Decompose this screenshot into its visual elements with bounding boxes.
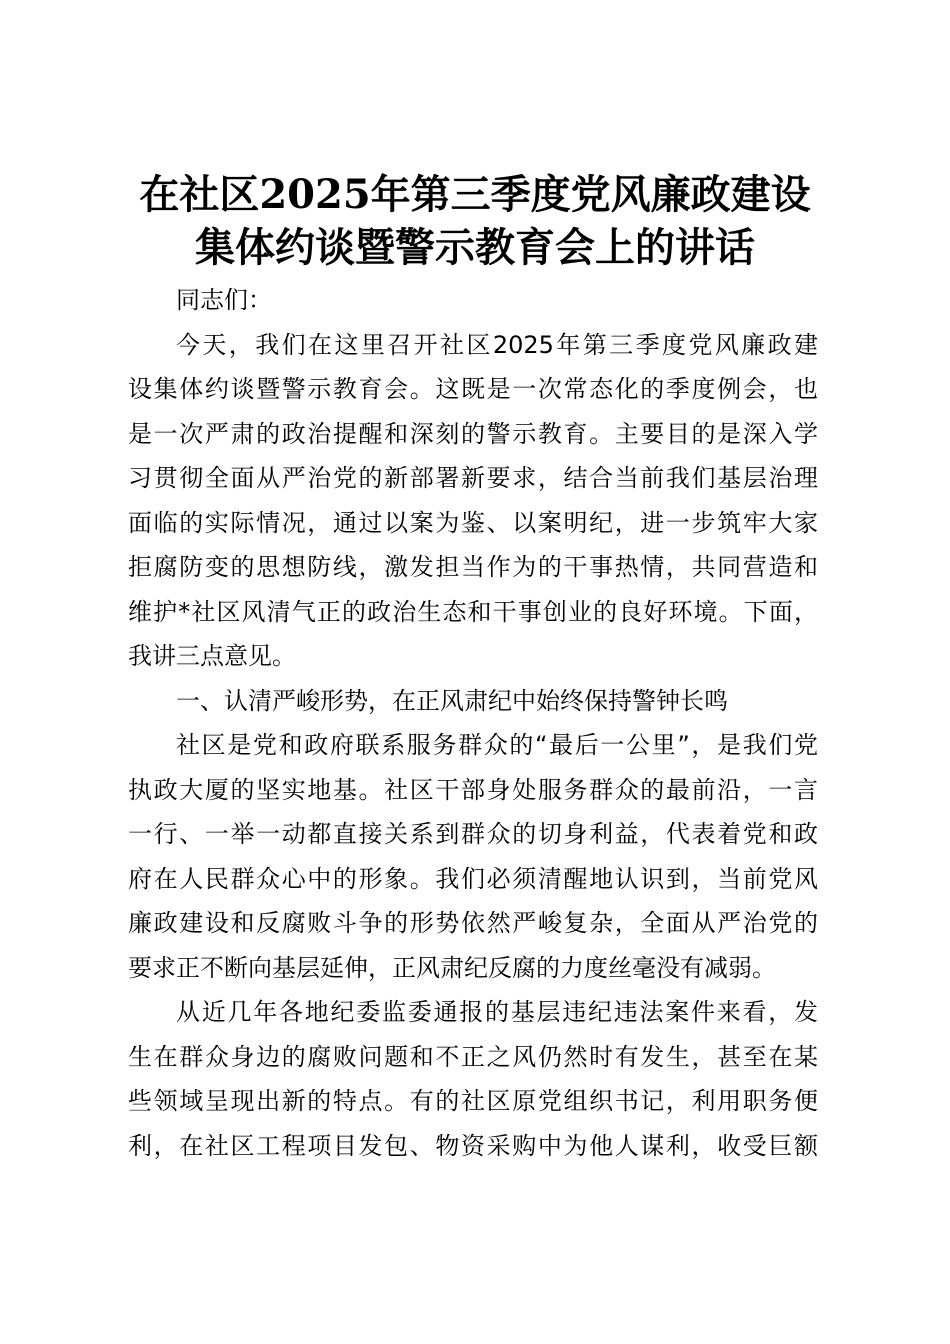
paragraph-line: 利，在社区工程项目发包、物资采购中为他人谋利，收受巨额: [128, 1131, 818, 1160]
section-heading-1: 一、认清严峻形势，在正风肃纪中始终保持警钟长鸣: [176, 686, 728, 715]
title-line-2: 集体约谈暨警示教育会上的讲话: [195, 224, 755, 271]
paragraph-section1-a: [128, 723, 818, 990]
paragraph-line: 执政大厦的坚实地基。社区干部身处服务群众的最前沿，一言: [128, 775, 818, 804]
paragraph-intro: [128, 323, 818, 679]
paragraph-section1-b: [128, 990, 818, 1168]
paragraph-line: 要求正不断向基层延伸，正风肃纪反腐的力度丝毫没有减弱。: [128, 953, 776, 982]
paragraph-line: 一行、一举一动都直接关系到群众的切身利益，代表着党和政: [128, 820, 818, 848]
paragraph-line: 廉政建设和反腐败斗争的形势依然严峻复杂，全面从严治党的: [128, 909, 818, 937]
paragraph-line: 些领域呈现出新的特点。有的社区原党组织书记，利用职务便: [128, 1087, 818, 1115]
paragraph-line: 今天，我们在这里召开社区2025年第三季度党风廉政建: [176, 330, 818, 359]
paragraph-line: 习贯彻全面从严治党的新部署新要求，结合当前我们基层治理: [128, 464, 818, 492]
paragraph-line: 社区是党和政府联系服务群众的“最后一公里”，是我们党: [176, 731, 818, 759]
paragraph-line: 维护*社区风清气正的政治生态和干事创业的良好环境。下面，: [128, 597, 818, 626]
paragraph-line: 我讲三点意见。: [128, 642, 296, 670]
paragraph-line: 生在群众身边的腐败问题和不正之风仍然时有发生，甚至在某: [128, 1042, 818, 1071]
paragraph-line: 府在人民群众心中的形象。我们必须清醒地认识到，当前党风: [128, 864, 818, 893]
paragraph-line: 面临的实际情况，通过以案为鉴、以案明纪，进一步筑牢大家: [128, 508, 818, 537]
document-body: [128, 278, 818, 1168]
paragraph-line: 设集体约谈暨警示教育会。这既是一次常态化的季度例会，也: [128, 375, 818, 403]
title-line-1: 在社区2025年第三季度党风廉政建设: [139, 171, 811, 218]
paragraph-line: 从近几年各地纪委监委通报的基层违纪违法案件来看，发: [176, 998, 818, 1026]
paragraph-line: 是一次严肃的政治提醒和深刻的警示教育。主要目的是深入学: [128, 419, 818, 448]
paragraph-line: 拒腐防变的思想防线，激发担当作为的干事热情，共同营造和: [128, 553, 818, 581]
salutation: 同志们：: [176, 286, 272, 314]
document-title: [100, 168, 850, 274]
